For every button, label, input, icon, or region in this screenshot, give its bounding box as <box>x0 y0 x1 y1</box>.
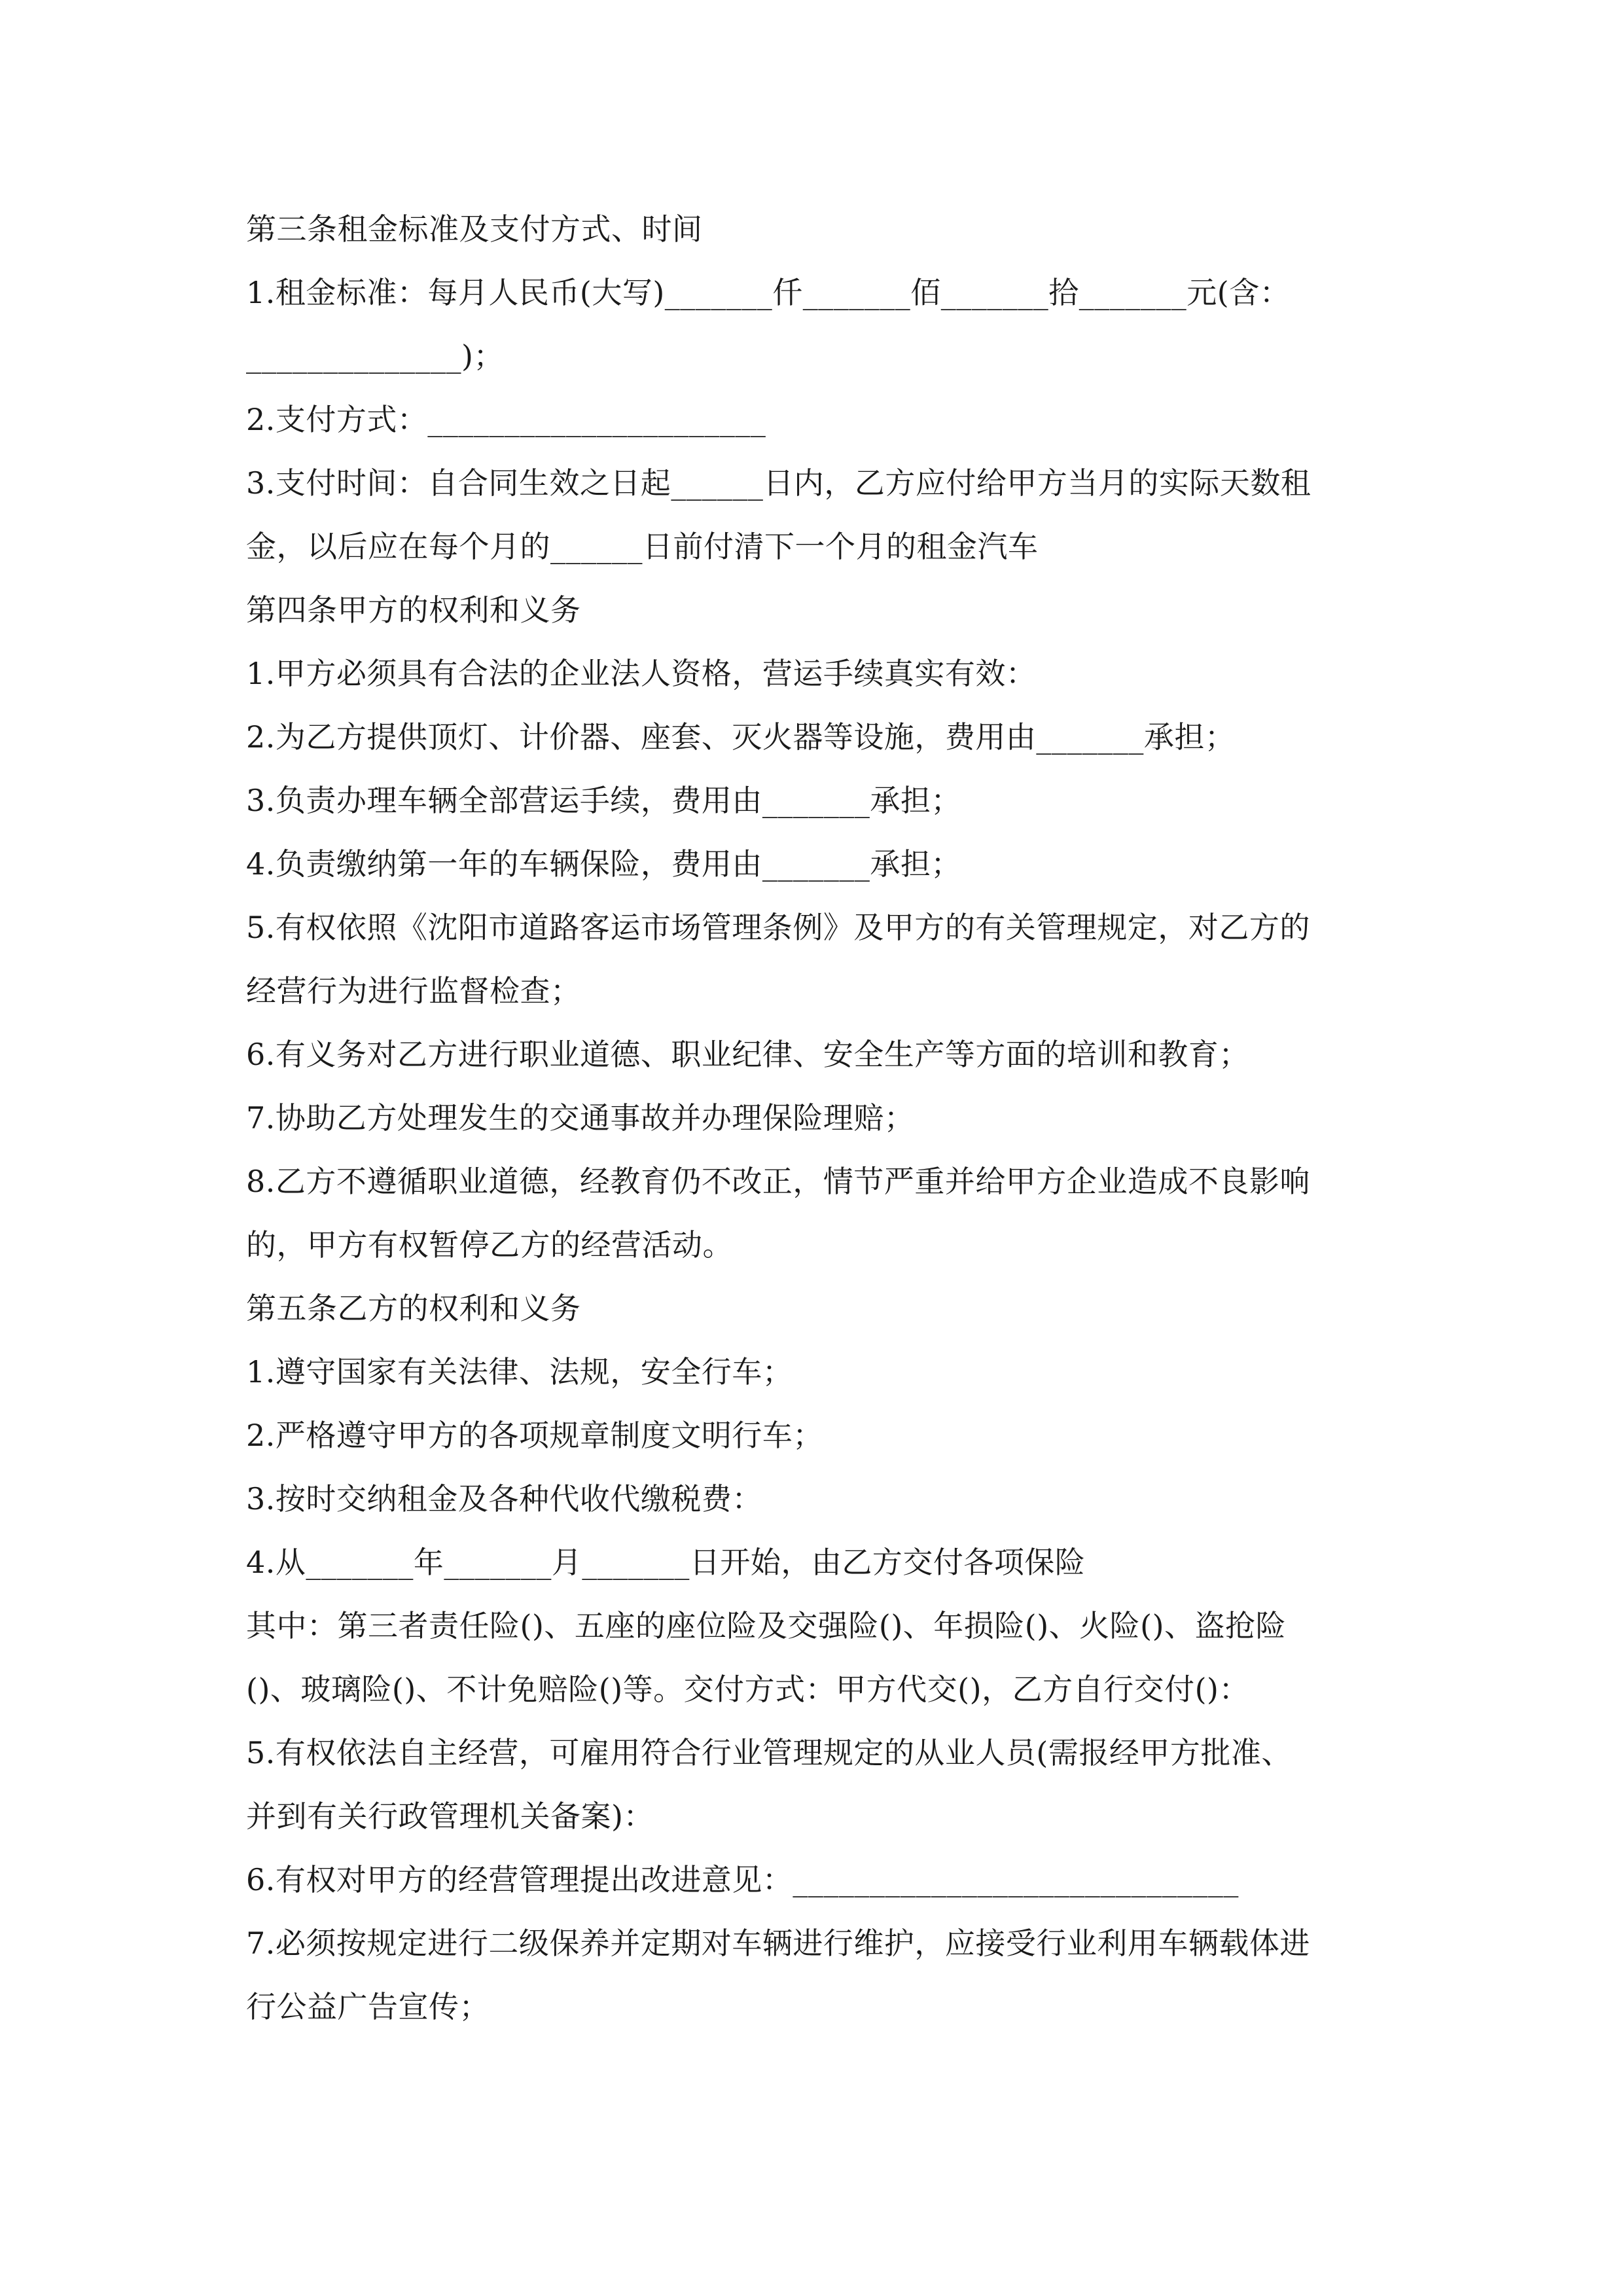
rent-standard-line-cont: ______________)； <box>246 338 504 374</box>
rent-standard-line: 1.租金标准：每月人民币(大写)_______仟_______佰_______拾_______元(含： <box>246 275 1291 310</box>
party-b-item-3: 3.按时交纳租金及各种代收代缴税费： <box>246 1481 762 1516</box>
insurance-list-line-cont: ()、玻璃险()、不计免赔险()等。交付方式：甲方代交()，乙方自行交付()： <box>246 1672 1249 1707</box>
party-a-item-7: 7.协助乙方处理发生的交通事故并办理保险理赔； <box>246 1100 915 1136</box>
article-4-heading: 第四条甲方的权利和义务 <box>246 592 581 628</box>
party-a-item-5: 5.有权依照《沈阳市道路客运市场管理条例》及甲方的有关管理规定，对乙方的 <box>246 910 1310 945</box>
party-b-item-5-cont: 并到有关行政管理机关备案)： <box>246 1799 654 1834</box>
payment-method-line: 2.支付方式：______________________ <box>246 402 766 437</box>
article-5-heading: 第五条乙方的权利和义务 <box>246 1291 581 1326</box>
party-a-item-4: 4.负责缴纳第一年的车辆保险，费用由_______承担； <box>246 846 961 882</box>
party-b-item-5: 5.有权依法自主经营，可雇用符合行业管理规定的从业人员(需报经甲方批准、 <box>246 1735 1292 1770</box>
payment-time-line: 3.支付时间：自合同生效之日起______日内，乙方应付给甲方当月的实际天数租 <box>246 465 1311 501</box>
party-a-item-8-cont: 的，甲方有权暂停乙方的经营活动。 <box>246 1227 733 1263</box>
party-a-item-3: 3.负责办理车辆全部营运手续，费用由_______承担； <box>246 783 961 818</box>
document-page <box>246 198 1378 2039</box>
article-3-heading: 第三条租金标准及支付方式、时间 <box>246 211 703 247</box>
party-b-item-1: 1.遵守国家有关法律、法规，安全行车； <box>246 1354 793 1390</box>
payment-time-line-cont: 金，以后应在每个月的______日前付清下一个月的租金汽车 <box>246 529 1039 564</box>
party-b-item-2: 2.严格遵守甲方的各项规章制度文明行车； <box>246 1418 823 1453</box>
insurance-list-line: 其中：第三者责任险()、五座的座位险及交强险()、年损险()、火险()、盗抢险 <box>246 1608 1287 1643</box>
party-a-item-8: 8.乙方不遵循职业道德，经教育仍不改正，情节严重并给甲方企业造成不良影响 <box>246 1164 1310 1199</box>
party-a-item-6: 6.有义务对乙方进行职业道德、职业纪律、安全生产等方面的培训和教育； <box>246 1037 1249 1072</box>
party-a-item-1: 1.甲方必须具有合法的企业法人资格，营运手续真实有效： <box>246 656 1037 691</box>
party-b-item-7: 7.必须按规定进行二级保养并定期对车辆进行维护，应接受行业利用车辆载体进 <box>246 1926 1310 1961</box>
party-b-item-4: 4.从_______年_______月_______日开始，由乙方交付各项保险 <box>246 1545 1086 1580</box>
party-a-item-2: 2.为乙方提供顶灯、计价器、座套、灭火器等设施，费用由_______承担； <box>246 719 1236 755</box>
party-b-item-6: 6.有权对甲方的经营管理提出改进意见：_____________________________ <box>246 1862 1239 1897</box>
party-b-item-7-cont: 行公益广告宣传； <box>246 1989 490 2024</box>
party-a-item-5-cont: 经营行为进行监督检查； <box>246 973 581 1009</box>
